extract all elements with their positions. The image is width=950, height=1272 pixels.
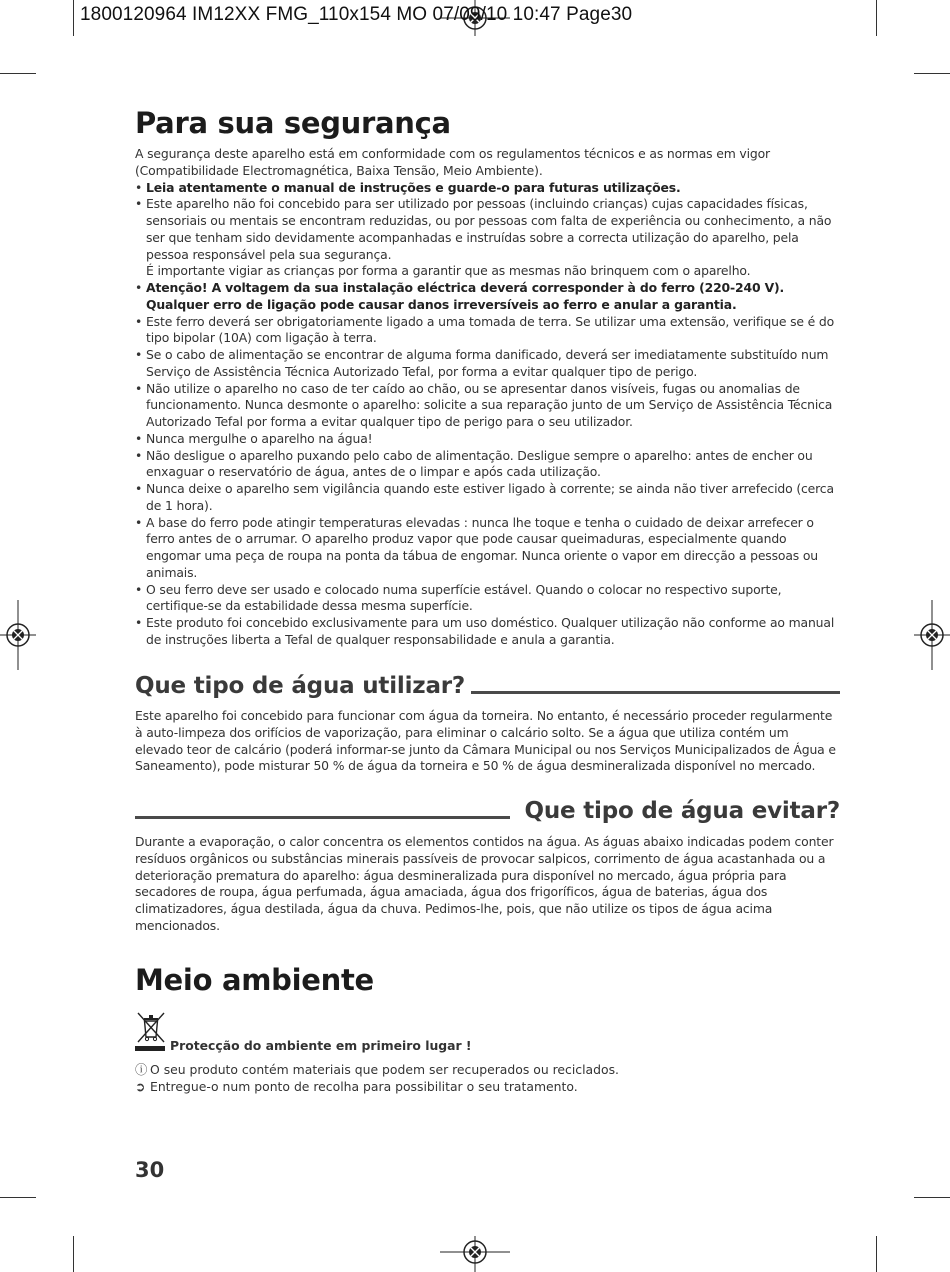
info-icon: ⓘ <box>135 1062 148 1077</box>
water-use-heading <box>135 673 840 699</box>
crop-mark <box>876 1236 877 1272</box>
safety-bullet-text: Nunca mergulhe o aparelho na água! <box>146 430 373 446</box>
crop-mark <box>0 73 36 74</box>
safety-bullet <box>135 381 840 431</box>
safety-bullet-text: O seu ferro deve ser usado e colocado numa superfície estável. Quando o colocar no respectivo suporte, certifique-se da estabilidade dessa mesma superfície. <box>146 581 782 614</box>
crop-mark <box>914 1197 950 1198</box>
arrow-right-icon: ➲ <box>135 1079 146 1094</box>
safety-bullet <box>135 196 840 280</box>
safety-bullet <box>135 431 840 448</box>
safety-bullet <box>135 280 840 314</box>
page-number: 30 <box>135 1158 165 1182</box>
crop-mark <box>73 0 74 36</box>
crop-mark <box>876 0 877 36</box>
safety-bullet <box>135 582 840 616</box>
safety-bullet-note: É importante vigiar as crianças por forma a garantir que as mesmas não brinquem com o aparelho. <box>146 263 751 279</box>
environment-subtitle: Protecção do ambiente em primeiro lugar ! <box>170 1038 472 1053</box>
safety-bullet <box>135 481 840 515</box>
safety-bullet <box>135 448 840 482</box>
safety-intro: A segurança deste aparelho está em conformidade com os regulamentos técnicos e as normas em vigor (Compatibilidade Electromagnética, Baixa Tensão, Meio Ambiente). <box>135 146 770 178</box>
water-use-text: Este aparelho foi concebido para funcionar com água da torneira. No entanto, é necessário proceder regularmente à auto-limpeza dos orifícios de vaporização, para eliminar o calcário solto. Se a água que utiliza contém um elevado teor de calcário (poderá informar-se junto da Câmara Municipal ou nos Serviços Municipalizados de Água e Saneamento), pode misturar 50 % de água da torneira e 50 % de água desmineralizada disponível no mercado. <box>135 708 836 774</box>
crossed-out-bin-icon <box>135 1011 167 1053</box>
water-avoid-heading <box>135 798 840 824</box>
environment-line-2: Entregue-o num ponto de recolha para possibilitar o seu tratamento. <box>150 1079 578 1094</box>
safety-bullet-text: Este ferro deverá ser obrigatoriamente ligado a uma tomada de terra. Se utilizar uma extensão, verifique se é do tipo bipolar (10A) com ligação à terra. <box>146 313 835 346</box>
crop-mark <box>0 1197 36 1198</box>
safety-bullet-text: Se o cabo de alimentação se encontrar de alguma forma danificado, deverá ser imediatamente substituído num Serviço de Assistência Técnica Autorizado Tefal, por forma a evitar qualquer tipo de perigo. <box>146 347 829 379</box>
safety-bullet-text: Atenção! A voltagem da sua instalação eléctrica deverá corresponder à do ferro (220-240 V). Qualquer erro de ligação pode causar danos irreversíveis ao ferro e anular a garantia. <box>146 280 785 312</box>
environment-recycle-note <box>135 1061 619 1078</box>
safety-bullet-text: Não desligue o aparelho puxando pelo cabo de alimentação. Desligue sempre o aparelho: antes de encher ou enxaguar o reservatório de água, antes de o limpar e após cada utilização. <box>146 447 813 480</box>
heading-rule <box>471 691 840 694</box>
print-slug-header: 1800120964 IM12XX FMG_110x154 MO 07/09/10 10:47 Page30 <box>80 4 633 25</box>
environment-collection-note <box>135 1078 578 1095</box>
safety-bullet-text: Nunca deixe o aparelho sem vigilância quando este estiver ligado à corrente; se ainda não tiver arrefecido (cerca de 1 hora). <box>146 481 834 513</box>
safety-bullet-text: A base do ferro pode atingir temperaturas elevadas : nunca lhe toque e tenha o cuidado de deixar arrefecer o ferro antes de o arrumar. O aparelho produz vapor que pode causar queimaduras, especialmente quando engomar uma peça de roupa na ponta da tábua de engomar. Nunca oriente o vapor em direcção a pessoas ou animais. <box>146 514 819 580</box>
water-avoid-text: Durante a evaporação, o calor concentra os elementos contidos na água. As águas abaixo indicadas podem conter resíduos orgânicos ou substâncias minerais passíveis de provocar salpicos, corrimento de água acastanhada ou a deterioração prematura do aparelho: água desmineralizada pura disponível no mercado, água própria para secadores de roupa, água perfumada, água amaciada, água dos frigoríficos, água de baterias, água dos climatizadores, água destilada, água da chuva. Pedimos-lhe, pois, que não utilize os tipos de água acima mencionados. <box>135 834 834 933</box>
environment-line-1: O seu produto contém materiais que podem ser recuperados ou reciclados. <box>150 1062 619 1077</box>
safety-bullet <box>135 347 840 381</box>
safety-bullet <box>135 515 840 582</box>
safety-bullet-list <box>135 180 840 649</box>
crosshair-registration-icon <box>914 600 950 670</box>
environment-title: Meio ambiente <box>135 963 374 997</box>
crosshair-registration-icon <box>440 1236 510 1272</box>
heading-rule <box>135 816 510 819</box>
water-use-title: Que tipo de água utilizar? <box>135 673 466 699</box>
safety-bullet-text: Este produto foi concebido exclusivamente para um uso doméstico. Qualquer utilização não conforme ao manual de instruções liberta a Tefal de qualquer responsabilidade e anula a garantia. <box>146 615 835 647</box>
crop-mark <box>914 73 950 74</box>
safety-bullet-text: Este aparelho não foi concebido para ser utilizado por pessoas (incluindo crianças) cujas capacidades físicas, sensoriais ou mentais se encontram reduzidas, ou por pessoas com falta de experiência ou conhecimento, a não ser que tenham sido devidamente acompanhadas e instruídas sobre a correcta utilização do aparelho, pela pessoa responsável pela sua segurança. <box>146 196 832 262</box>
crosshair-registration-icon <box>0 600 36 670</box>
safety-bullet <box>135 314 840 348</box>
water-avoid-title: Que tipo de água evitar? <box>524 798 840 824</box>
safety-section <box>135 146 840 649</box>
safety-title: Para sua segurança <box>135 106 451 140</box>
safety-bullet <box>135 180 840 197</box>
crop-mark <box>73 1236 74 1272</box>
safety-bullet-text: Não utilize o aparelho no caso de ter caído ao chão, ou se apresentar danos visíveis, fugas ou anomalias de funcionamento. Nunca desmonte o aparelho: solicite a sua reparação junto de um Serviço de Assistência Técnica Autorizado Tefal por forma a evitar qualquer tipo de perigo para o seu utilizador. <box>146 380 833 429</box>
safety-bullet <box>135 615 840 649</box>
safety-bullet-text: Leia atentamente o manual de instruções e guarde-o para futuras utilizações. <box>146 179 681 195</box>
